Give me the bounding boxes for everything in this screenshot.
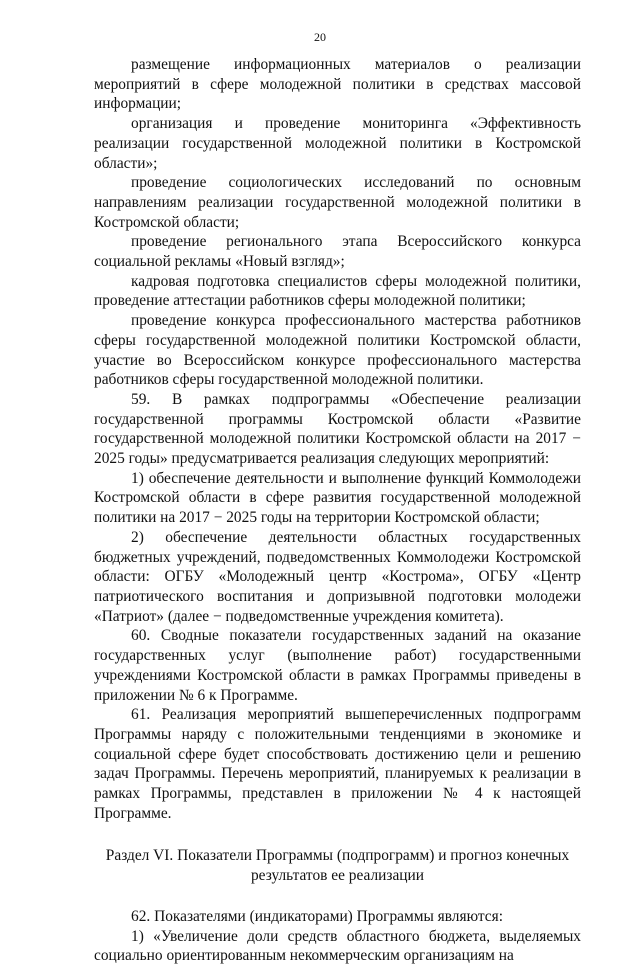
paragraph-61: 61. Реализация мероприятий вышеперечисленных подпрограмм Программы наряду с положительными тенденциями в экономике и социальной сфере будет способствовать достижению цели и решению задач Программы. Перечень мероприятий, планируемых к реализации в рамках Программы, представлен в приложении № 4 к настоящей Программе. (94, 706, 581, 822)
section-title: Раздел VI. Показатели Программы (подпрограмм) и прогноз конечных результатов ее реализации (105, 847, 570, 885)
page-number: 20 (314, 30, 326, 44)
paragraph: размещение информационных материалов о реализации мероприятий в сфере молодежной политики в средствах массовой информации; (94, 56, 581, 113)
paragraph: проведение социологических исследований по основным направлениям реализации государственной молодежной политики в Костромской области; (94, 174, 581, 231)
paragraph-59: 59. В рамках подпрограммы «Обеспечение реализации государственной программы Костромской области «Развитие государственной молодежной политики Костромской области на 2017 − 2025 годы» предусматривается реализация следующих мероприятий: (94, 390, 581, 468)
paragraph: 2) обеспечение деятельности областных государственных бюджетных учреждений, подведомственных Коммолодежи Костромской области: ОГБУ «Молодежный центр «Кострома», ОГБУ «Центр патриотического воспитания и допризывной подготовки молодежи «Патриот» (далее − подведомственные учреждения комитета). (94, 528, 581, 625)
paragraph: проведение регионального этапа Всероссийского конкурса социальной рекламы «Новый взгляд»; (94, 233, 581, 271)
document-body (94, 55, 581, 966)
paragraph: кадровая подготовка специалистов сферы молодежной политики, проведение аттестации работников сферы молодежной политики; (94, 272, 581, 310)
paragraph: 1) обеспечение деятельности и выполнение функций Коммолодежи Костромской области в сфере развития государственной молодежной политики на 2017 − 2025 годы на территории Костромской области; (94, 469, 581, 527)
paragraph: организация и проведение мониторинга «Эффективность реализации государственной молодежной политики в Костромской области»; (94, 115, 581, 172)
paragraph-62: 62. Показателями (индикаторами) Программы являются: (131, 907, 503, 925)
paragraph-60: 60. Сводные показатели государственных заданий на оказание государственных услуг (выполнение работ) государственными учреждениями Костромской области в рамках Программы приведены в приложении № 6 к Программе. (94, 627, 581, 704)
paragraph: проведение конкурса профессионального мастерства работников сферы государственной молодежной политики Костромской области, участие во Всероссийском конкурсе профессионального мастерства работников сферы государственной молодежной политики. (94, 312, 581, 389)
paragraph: 1) «Увеличение доли средств областного бюджета, выделяемых социально ориентированным некоммерческим организациям на (94, 927, 581, 965)
